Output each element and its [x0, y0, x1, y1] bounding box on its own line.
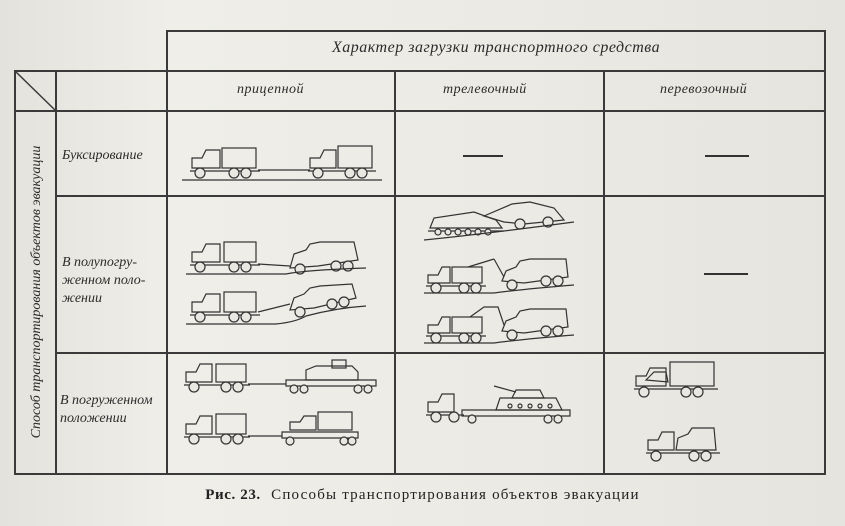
table-bottom-border [14, 473, 826, 475]
empty-dash-towing-skidding [463, 155, 503, 157]
semi-loaded-trailed-lower-illustration [186, 282, 366, 330]
figure-caption-text: Способы транспортирования объектов эвакуации [271, 487, 640, 503]
col1-divider [394, 70, 396, 475]
right-border [824, 30, 826, 475]
semi-loaded-skidding-middle-illustration [424, 255, 574, 297]
col-header-skidding: трелевочный [443, 82, 527, 97]
loaded-skidding-tank-illustration [424, 384, 574, 428]
loaded-trailed-lower-illustration [182, 408, 362, 448]
row1-divider [55, 195, 826, 197]
towing-truck-pair-illustration [182, 140, 382, 185]
row-label-towing: Буксирование [62, 148, 143, 163]
col2-divider [603, 70, 605, 475]
row-axis-label: Способ транспортирования объектов эвакуации [29, 145, 44, 439]
figure-caption [0, 487, 845, 504]
header-main: Характер загрузки транспортного средства [332, 39, 661, 56]
header-divider [14, 70, 826, 72]
col-header-trailed: прицепной [237, 82, 305, 97]
semi-loaded-skidding-top-illustration [424, 198, 574, 244]
corner-diagonal [14, 70, 58, 112]
figure-label: Рис. 23. [205, 487, 261, 503]
empty-dash-semi-carried [704, 273, 748, 275]
row-label-semi-loaded: В полупогру-женном поло-жении [62, 255, 146, 306]
axis-column-divider [55, 70, 57, 475]
subheader-divider [14, 110, 826, 112]
row-label-loaded: В погруженном положении [60, 393, 153, 426]
loaded-trailed-upper-illustration [182, 358, 382, 396]
loaded-carried-upper-illustration [632, 358, 722, 402]
table-top-border [166, 30, 826, 32]
row2-divider [55, 352, 826, 354]
col-header-carried: перевозочный [660, 82, 748, 97]
left-border [14, 70, 16, 475]
semi-loaded-trailed-upper-illustration [186, 236, 366, 278]
empty-dash-towing-carried [705, 155, 749, 157]
loaded-carried-lower-illustration [644, 424, 724, 464]
semi-loaded-skidding-bottom-illustration [424, 303, 574, 347]
